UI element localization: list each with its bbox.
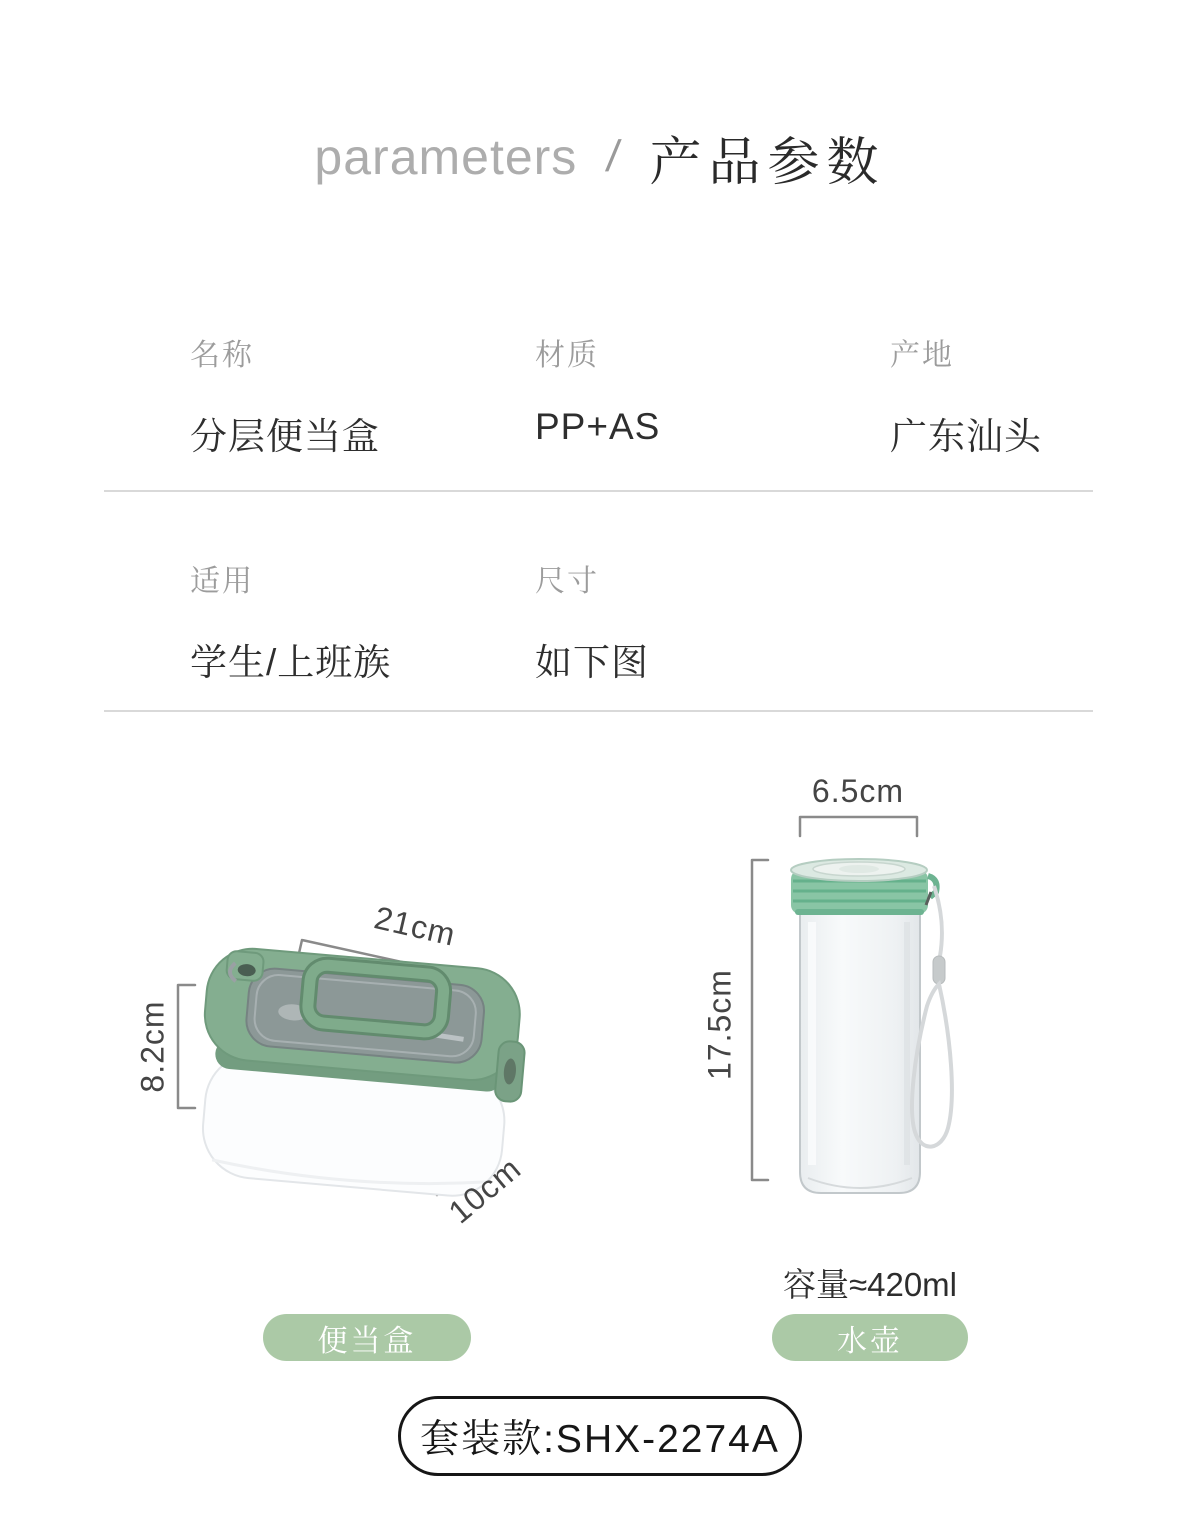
bottle-height-label: 17.5cm bbox=[701, 969, 738, 1080]
bottle-figure bbox=[690, 760, 1010, 1210]
lunchbox-width-label: 21cm bbox=[370, 899, 460, 953]
spec-origin-value: 广东汕头 bbox=[890, 416, 1042, 457]
spec-material-label: 材质 bbox=[535, 339, 599, 372]
spec-material-value: PP+AS bbox=[535, 406, 661, 447]
title-english: parameters bbox=[314, 129, 578, 185]
section-title bbox=[0, 122, 1200, 192]
model-number-badge: 套装款:SHX-2274A bbox=[398, 1396, 802, 1476]
spec-suitable-label: 适用 bbox=[190, 565, 254, 598]
spec-size-label: 尺寸 bbox=[535, 565, 599, 598]
spec-origin-label: 产地 bbox=[890, 339, 954, 372]
bottle-tag-pill: 水壶 bbox=[772, 1314, 968, 1361]
bottle-capacity-label: 容量≈420ml bbox=[783, 1266, 957, 1303]
divider-line bbox=[104, 490, 1093, 492]
spec-material bbox=[535, 330, 660, 448]
bottle-diameter-label: 6.5cm bbox=[811, 773, 905, 809]
spec-origin bbox=[890, 330, 1042, 460]
divider-line bbox=[104, 710, 1093, 712]
spec-name bbox=[190, 330, 380, 460]
lunchbox-depth-label: 10cm bbox=[441, 1149, 528, 1231]
spec-name-label: 名称 bbox=[190, 339, 254, 372]
lunchbox-figure bbox=[130, 890, 550, 1231]
title-separator: / bbox=[603, 132, 624, 181]
lunchbox-height-label: 8.2cm bbox=[134, 1000, 171, 1093]
spec-name-value: 分层便当盒 bbox=[190, 416, 380, 457]
spec-size bbox=[535, 556, 649, 686]
spec-size-value: 如下图 bbox=[535, 642, 649, 683]
spec-suitable-value: 学生/上班族 bbox=[190, 642, 392, 683]
title-chinese: 产品参数 bbox=[649, 133, 886, 192]
spec-suitable bbox=[190, 556, 391, 686]
lunchbox-tag-pill: 便当盒 bbox=[263, 1314, 471, 1361]
